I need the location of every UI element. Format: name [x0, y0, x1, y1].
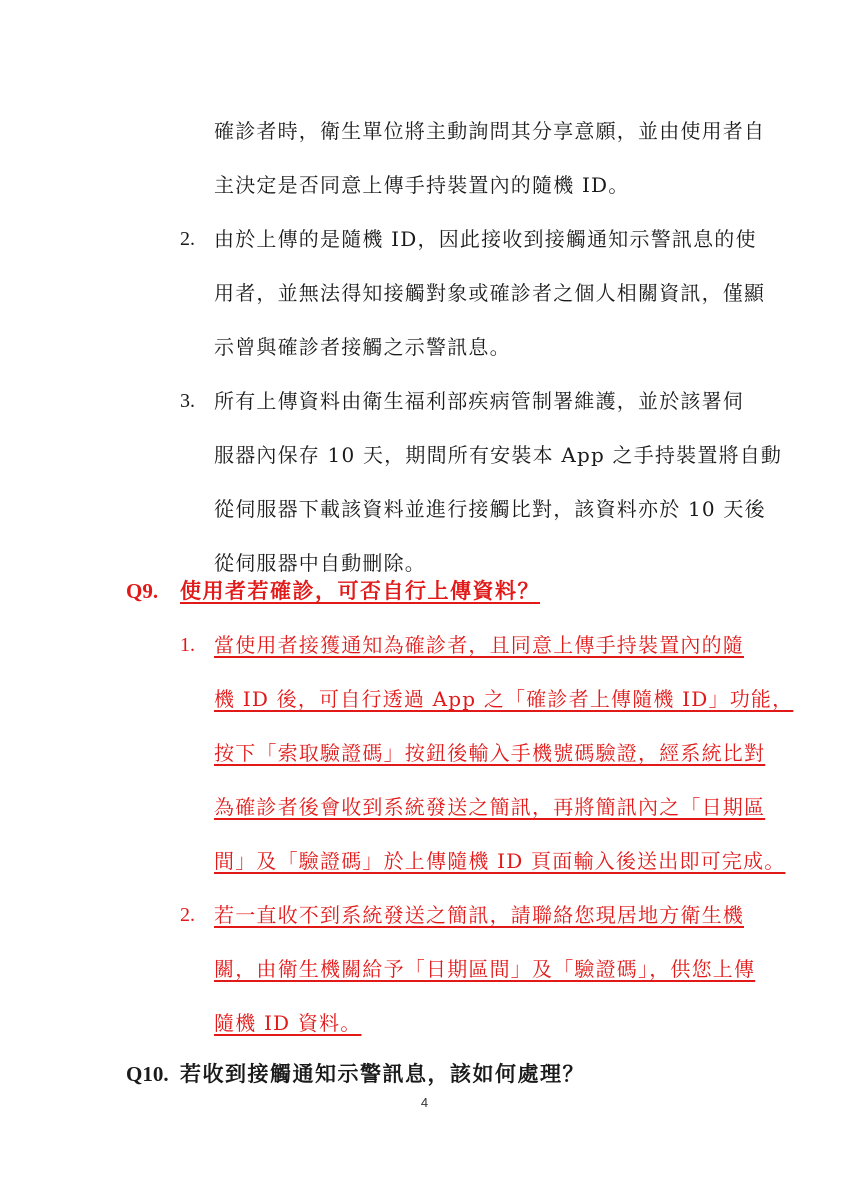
paragraph-line: 從伺服器下載該資料並進行接觸比對，該資料亦於 10 天後 — [214, 497, 766, 521]
paragraph-line: 為確診者後會收到系統發送之簡訊，再將簡訊內之「日期區 — [214, 795, 766, 819]
paragraph-line: 示曾與確診者接觸之示警訊息。 — [214, 335, 511, 359]
list-number: 2. — [180, 904, 195, 926]
paragraph-line: 所有上傳資料由衛生福利部疾病管制署維護，並於該署伺 — [214, 389, 744, 413]
page-number: 4 — [420, 1095, 429, 1110]
paragraph-line: 服器內保存 10 天，期間所有安裝本 App 之手持裝置將自動 — [214, 443, 783, 467]
paragraph-line: 由於上傳的是隨機 ID，因此接收到接觸通知示警訊息的使 — [214, 227, 757, 251]
list-number: 2. — [180, 228, 195, 250]
paragraph-line: 若一直收不到系統發送之簡訊，請聯絡您現居地方衛生機 — [214, 903, 744, 927]
paragraph-line: 用者，並無法得知接觸對象或確診者之個人相關資訊，僅顯 — [214, 281, 766, 305]
question-label: Q10. — [126, 1062, 169, 1086]
paragraph-line: 隨機 ID 資料。 — [214, 1011, 362, 1035]
paragraph-line: 按下「索取驗證碼」按鈕後輸入手機號碼驗證，經系統比對 — [214, 741, 766, 765]
paragraph-line: 從伺服器中自動刪除。 — [214, 551, 426, 575]
paragraph-line: 關，由衛生機關給予「日期區間」及「驗證碼」，供您上傳 — [214, 957, 756, 981]
question-title: 使用者若確診，可否自行上傳資料？ — [180, 578, 540, 603]
question-title: 若收到接觸通知示警訊息，該如何處理？ — [180, 1061, 585, 1086]
paragraph-line: 主決定是否同意上傳手持裝置內的隨機 ID。 — [214, 173, 630, 197]
paragraph-line: 間」及「驗證碼」於上傳隨機 ID 頁面輸入後送出即可完成。 — [214, 849, 786, 873]
paragraph-line: 確診者時，衛生單位將主動詢問其分享意願，並由使用者自 — [214, 119, 766, 143]
paragraph-line: 當使用者接獲通知為確診者，且同意上傳手持裝置內的隨 — [214, 633, 744, 657]
paragraph-line: 機 ID 後，可自行透過 App 之「確診者上傳隨機 ID」功能， — [214, 687, 794, 711]
list-number: 3. — [180, 390, 195, 412]
list-number: 1. — [180, 634, 195, 656]
question-label: Q9. — [126, 579, 159, 603]
